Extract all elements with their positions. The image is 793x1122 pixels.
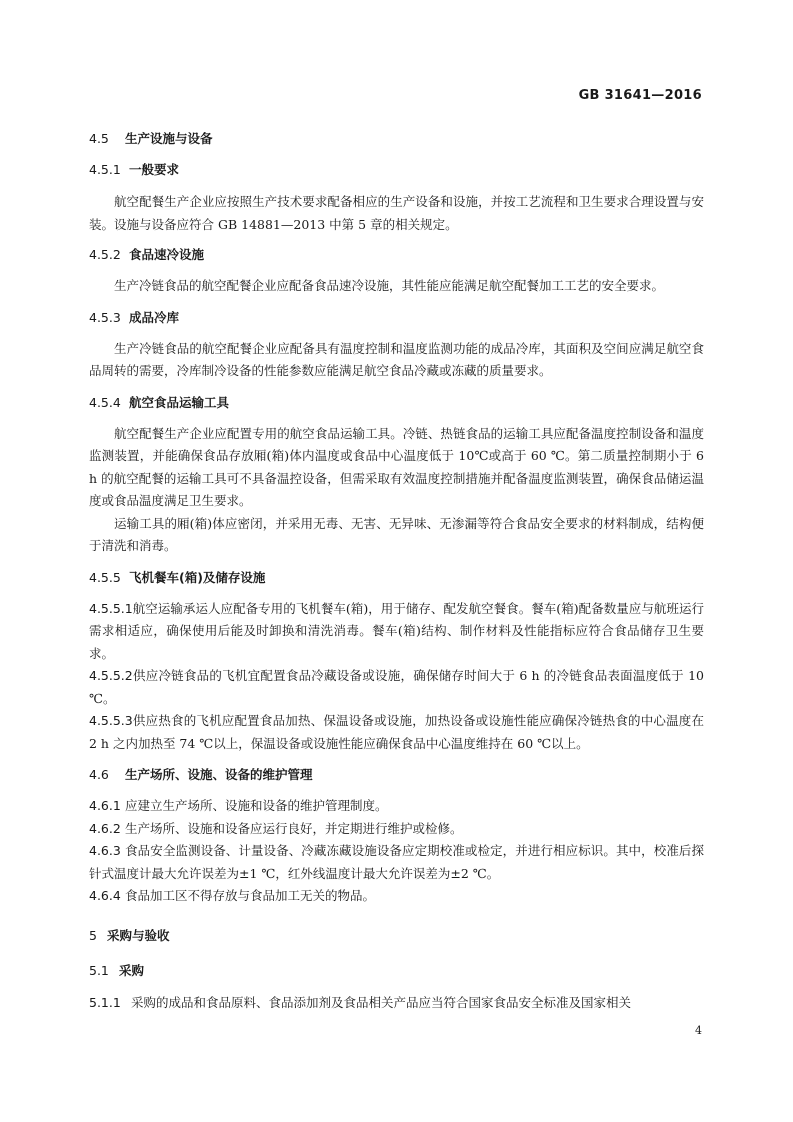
clause-text: 应建立生产场所、设施和设备的维护管理制度。 [125, 798, 388, 813]
clause-text: 采购的成品和食品原料、食品添加剂及食品相关产品应当符合国家食品安全标准及国家相关 [131, 994, 632, 1010]
section-title: 飞机餐车(箱)及储存设施 [129, 569, 266, 585]
numbered-paragraph-4-6-1 [89, 795, 704, 818]
section-heading-5 [89, 925, 704, 947]
section-heading-4-5-3 [89, 307, 704, 329]
section-title: 采购与验收 [107, 927, 170, 943]
numbered-paragraph-4-5-5-2 [89, 665, 704, 710]
section-title: 生产设施与设备 [125, 131, 213, 146]
clause-text: 食品加工区不得存放与食品加工无关的物品。 [125, 888, 376, 903]
section-number: 4.5.5 [89, 569, 121, 585]
standard-code: GB 31641—2016 [578, 88, 702, 103]
numbered-paragraph-4-5-5-1 [89, 598, 704, 666]
section-number: 4.5 [89, 131, 109, 146]
clause-number: 4.6.2 [89, 820, 121, 836]
section-heading-4-5 [89, 128, 704, 150]
page-number: 4 [695, 1024, 702, 1037]
section-heading-5-1 [89, 960, 704, 982]
section-heading-4-6 [89, 764, 704, 786]
section-title: 一般要求 [129, 162, 180, 177]
clause-number: 4.6.1 [89, 798, 121, 813]
clause-text: 生产场所、设施和设备应运行良好，并定期进行维护或检修。 [125, 820, 463, 836]
paragraph: 航空配餐生产企业应配置专用的航空食品运输工具。冷链、热链食品的运输工具应配备温度控制设备和温度监测装置，并能确保食品存放厢(箱)体内温度或食品中心温度低于 10℃或高于 60 ℃。第二质量控制期小于 6 h 的航空配餐的运输工具可不具备温控设备，但需采取有效温度控制措施并配备温度监测装置，确保食品储运温度或食品温度满足卫生要求。 [89, 425, 704, 508]
section-number: 4.5.2 [89, 247, 121, 262]
clause-number: 5.1.1 [89, 994, 121, 1010]
paragraph: 生产冷链食品的航空配餐企业应配备具有温度控制和温度监测功能的成品冷库，其面积及空间应满足航空食品周转的需要，冷库制冷设备的性能参数应能满足航空食品冷藏或冻藏的质量要求。 [89, 340, 704, 378]
clause-number: 4.5.5.3 [89, 713, 133, 728]
numbered-paragraph-4-6-3 [89, 840, 704, 885]
section-title: 航空食品运输工具 [129, 394, 230, 410]
section-title: 食品速冷设施 [129, 247, 205, 262]
section-title: 成品冷库 [129, 309, 180, 325]
section-number: 5.1 [89, 962, 109, 978]
section-title: 采购 [119, 962, 145, 978]
section-heading-4-5-2 [89, 244, 704, 266]
paragraph: 生产冷链食品的航空配餐企业应配备食品速冷设施，其性能应能满足航空配餐加工工艺的安全要求。 [114, 278, 665, 293]
clause-text: 供应热食的飞机应配置食品加热、保温设备或设施，加热设备或设施性能应确保冷链热食的中心温度在 2 h 之内加热至 74 ℃以上，保温设备或设施性能应确保食品中心温度维持在 60 ℃以上。 [89, 713, 704, 751]
section-number: 4.6 [89, 767, 109, 782]
clause-text: 食品安全监测设备、计量设备、冷藏冻藏设施设备应定期校准或检定，并进行相应标识。其中，校准后探针式温度计最大允许误差为±1 ℃，红外线温度计最大允许误差为±2 ℃。 [89, 843, 704, 881]
section-number: 4.5.3 [89, 309, 121, 325]
numbered-paragraph-4-6-4 [89, 885, 704, 908]
section-heading-4-5-1 [89, 159, 704, 181]
clause-number: 4.6.3 [89, 843, 121, 858]
clause-number: 4.6.4 [89, 888, 121, 903]
paragraph: 运输工具的厢(箱)体应密闭，并采用无毒、无害、无异味、无渗漏等符合食品安全要求的材料制成，结构便于清洗和消毒。 [89, 515, 704, 553]
section-number: 4.5.4 [89, 394, 121, 410]
clause-text: 航空运输承运人应配备专用的飞机餐车(箱)，用于储存、配发航空餐食。餐车(箱)配备数量应与航班运行需求相适应，确保使用后能及时卸换和清洗消毒。餐车(箱)结构、制作材料及性能指标应符合食品储存卫生要求。 [89, 600, 704, 661]
numbered-paragraph-4-5-5-3 [89, 710, 704, 755]
clause-number: 4.5.5.2 [89, 668, 133, 683]
section-heading-4-5-5 [89, 567, 704, 589]
section-title: 生产场所、设施、设备的维护管理 [125, 767, 313, 782]
numbered-paragraph-4-6-2 [89, 818, 704, 841]
section-number: 4.5.1 [89, 162, 121, 177]
section-heading-4-5-4 [89, 392, 704, 414]
numbered-paragraph-5-1-1 [89, 992, 704, 1015]
clause-text: 供应冷链食品的飞机宜配置食品冷藏设备或设施，确保储存时间大于 6 h 的冷链食品表面温度低于 10 ℃。 [89, 668, 704, 706]
clause-number: 4.5.5.1 [89, 600, 133, 616]
page-content [89, 128, 704, 1014]
section-number: 5 [89, 927, 97, 943]
paragraph: 航空配餐生产企业应按照生产技术要求配备相应的生产设备和设施，并按工艺流程和卫生要求合理设置与安装。设施与设备应符合 GB 14881—2013 中第 5 章的相关规定。 [89, 194, 704, 232]
